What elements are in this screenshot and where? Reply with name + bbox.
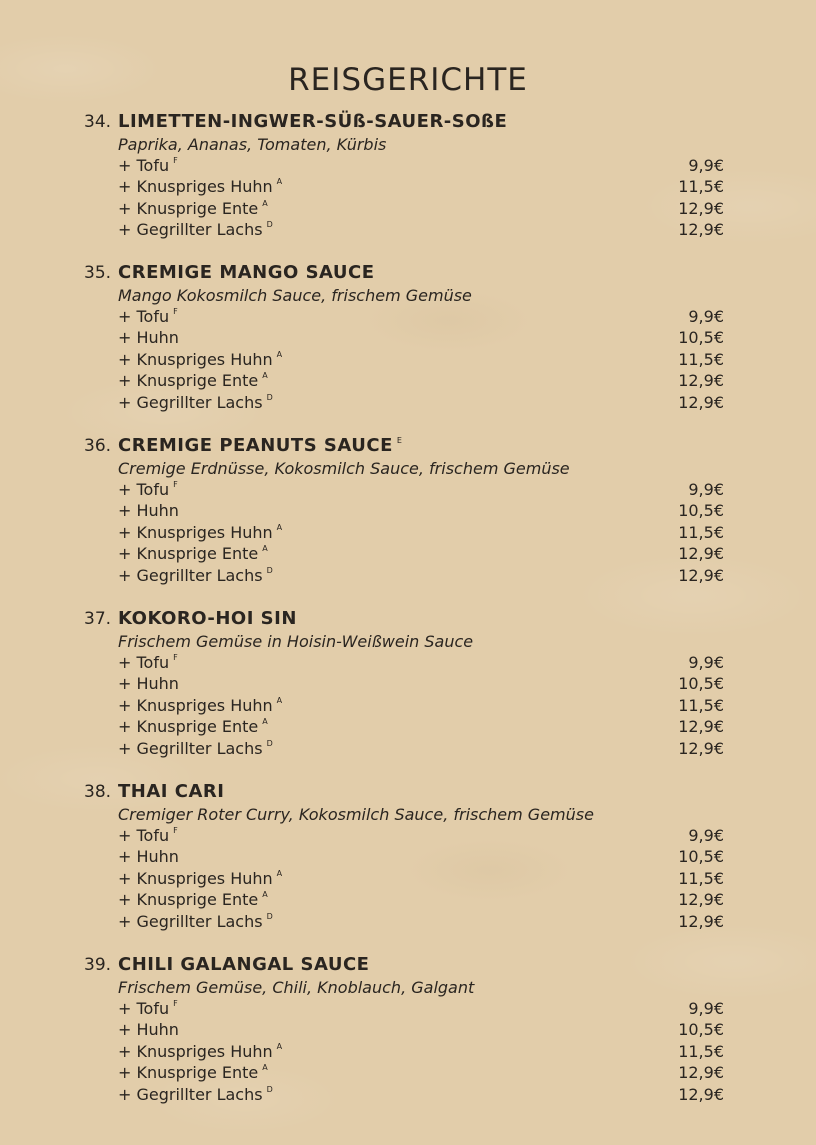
option-label (118, 716, 268, 737)
option-row (118, 738, 724, 759)
option-label (118, 370, 268, 391)
option-label-text: + Knuspriges Huhn (118, 1041, 273, 1061)
option-price: 12,9€ (678, 738, 724, 758)
option-row (118, 327, 724, 348)
allergen-code: A (262, 717, 268, 727)
option-label (118, 219, 273, 240)
option-label (118, 349, 282, 370)
option-price: 12,9€ (678, 392, 724, 412)
option-label (118, 306, 178, 327)
option-row (118, 889, 724, 910)
dish-header (0, 780, 816, 804)
allergen-code: A (276, 695, 283, 705)
allergen-code: A (262, 544, 268, 554)
option-row (118, 198, 724, 219)
allergen-code: A (276, 868, 283, 878)
option-row (118, 306, 724, 327)
option-label-text: + Tofu (118, 307, 170, 326)
allergen-code: A (262, 890, 268, 900)
allergen-code: D (266, 220, 273, 230)
option-label-text: + Huhn (118, 847, 179, 867)
option-price: 12,9€ (678, 717, 724, 737)
option-label-text: + Knusprige Ente (118, 890, 259, 910)
option-row (118, 370, 724, 391)
allergen-code: D (266, 911, 273, 921)
option-label-text: + Knuspriges Huhn (118, 349, 273, 369)
option-price: 12,9€ (678, 911, 724, 931)
option-price: 9,9€ (688, 307, 724, 326)
option-row (118, 155, 724, 176)
option-price: 11,5€ (678, 868, 724, 888)
option-label (118, 911, 273, 932)
option-price: 11,5€ (678, 1041, 724, 1061)
option-row (118, 652, 724, 673)
dish-name-text: KOKORO-HOI SIN (118, 608, 297, 629)
option-label-text: + Gegrillter Lachs (118, 220, 263, 240)
option-label-text: + Gegrillter Lachs (118, 392, 263, 412)
option-row (118, 1084, 724, 1105)
dish-item (0, 607, 816, 759)
dish-description: Cremige Erdnüsse, Kokosmilch Sauce, frischem Gemüse (118, 459, 570, 478)
option-label-text: + Knusprige Ente (118, 198, 259, 218)
dish-header (0, 434, 816, 458)
option-label-text: + Knuspriges Huhn (118, 868, 273, 888)
option-label (118, 543, 268, 564)
dish-number: 36. (84, 436, 112, 456)
option-label-text: + Tofu (118, 480, 170, 499)
option-label-text: + Knuspriges Huhn (118, 522, 273, 542)
option-label (118, 176, 282, 197)
option-label (118, 1062, 268, 1083)
allergen-code: A (276, 1041, 283, 1051)
allergen-code: F (173, 480, 178, 489)
dish-header (0, 261, 816, 285)
dish-item (0, 434, 816, 586)
option-row (118, 522, 724, 543)
option-label-text: + Knuspriges Huhn (118, 695, 273, 715)
option-label-text: + Knuspriges Huhn (118, 177, 273, 197)
dish-name-text: CHILI GALANGAL SAUCE (118, 954, 370, 975)
allergen-code: D (266, 1084, 273, 1094)
option-label (118, 500, 183, 521)
option-row (118, 565, 724, 586)
dish-name-text: THAI CARI (118, 781, 225, 802)
option-label (118, 846, 183, 867)
allergen-code: F (173, 156, 178, 165)
allergen-code: A (262, 1063, 268, 1073)
option-label (118, 825, 178, 846)
dish-number: 34. (84, 112, 112, 132)
dish-name (118, 434, 402, 458)
option-label (118, 392, 273, 413)
option-label-text: + Tofu (118, 156, 170, 175)
dish-number: 38. (84, 782, 112, 802)
allergen-code: D (266, 565, 273, 575)
option-price: 12,9€ (678, 565, 724, 585)
option-label (118, 1041, 282, 1062)
option-label (118, 1019, 183, 1040)
option-label (118, 738, 273, 759)
allergen-code: A (276, 177, 283, 187)
option-price: 10,5€ (678, 1020, 724, 1040)
option-price: 12,9€ (678, 371, 724, 391)
dish-item (0, 110, 816, 241)
option-price: 12,9€ (678, 1084, 724, 1104)
allergen-code: A (276, 349, 283, 359)
option-price: 11,5€ (678, 522, 724, 542)
option-label-text: + Knusprige Ente (118, 544, 259, 564)
dish-description: Mango Kokosmilch Sauce, frischem Gemüse (118, 286, 472, 305)
dish-item (0, 953, 816, 1105)
option-label-text: + Knusprige Ente (118, 1063, 259, 1083)
dish-name (118, 607, 301, 631)
option-label (118, 695, 282, 716)
option-row (118, 673, 724, 694)
dish-number: 37. (84, 609, 112, 629)
option-price: 11,5€ (678, 177, 724, 197)
option-price: 11,5€ (678, 349, 724, 369)
option-price: 12,9€ (678, 198, 724, 218)
option-row (118, 1062, 724, 1083)
option-price: 12,9€ (678, 890, 724, 910)
allergen-code: F (173, 826, 178, 835)
option-row (118, 998, 724, 1019)
option-price: 9,9€ (688, 826, 724, 845)
option-label-text: + Tofu (118, 826, 170, 845)
dish-description: Frischem Gemüse, Chili, Knoblauch, Galgant (118, 978, 475, 997)
option-label (118, 1084, 273, 1105)
option-row (118, 911, 724, 932)
allergen-code: D (266, 392, 273, 402)
dish-name (118, 261, 379, 285)
option-row (118, 176, 724, 197)
allergen-code: A (262, 198, 268, 208)
dish-name-text: CREMIGE MANGO SAUCE (118, 262, 375, 283)
option-price: 10,5€ (678, 674, 724, 694)
option-row (118, 543, 724, 564)
option-label-text: + Gegrillter Lachs (118, 1084, 263, 1104)
dish-header (0, 953, 816, 977)
allergen-code: A (276, 522, 283, 532)
option-row (118, 479, 724, 500)
page-title: REISGERICHTE (288, 62, 528, 98)
option-price: 12,9€ (678, 220, 724, 240)
allergen-code: D (266, 738, 273, 748)
dish-description: Frischem Gemüse in Hoisin-Weißwein Sauce (118, 632, 474, 651)
dish-description: Cremiger Roter Curry, Kokosmilch Sauce, frischem Gemüse (118, 805, 594, 824)
option-price: 9,9€ (688, 480, 724, 499)
dish-item (0, 780, 816, 932)
option-label-text: + Gegrillter Lachs (118, 738, 263, 758)
option-price: 10,5€ (678, 501, 724, 521)
dish-number: 35. (84, 263, 112, 283)
option-row (118, 868, 724, 889)
allergen-code: F (173, 999, 178, 1008)
option-row (118, 716, 724, 737)
option-price: 12,9€ (678, 1063, 724, 1083)
option-label-text: + Huhn (118, 501, 179, 521)
dish-name-text: CREMIGE PEANUTS SAUCE (118, 435, 393, 456)
dish-name (118, 780, 228, 804)
dish-name-text: LIMETTEN-INGWER-SÜß-SAUER-SOßE (118, 111, 508, 132)
option-row (118, 219, 724, 240)
option-label (118, 652, 178, 673)
option-label-text: + Huhn (118, 328, 179, 348)
option-label-text: + Tofu (118, 999, 170, 1018)
allergen-code: F (173, 653, 178, 662)
option-label (118, 155, 178, 176)
option-row (118, 695, 724, 716)
option-row (118, 846, 724, 867)
dish-name (118, 110, 511, 134)
option-label (118, 673, 183, 694)
option-price: 9,9€ (688, 653, 724, 672)
option-label-text: + Gegrillter Lachs (118, 565, 263, 585)
allergen-code: A (262, 371, 268, 381)
option-label-text: + Knusprige Ente (118, 371, 259, 391)
option-row (118, 500, 724, 521)
option-price: 10,5€ (678, 328, 724, 348)
option-row (118, 349, 724, 370)
option-label-text: + Huhn (118, 674, 179, 694)
dish-number: 39. (84, 955, 112, 975)
option-label (118, 522, 282, 543)
option-label-text: + Tofu (118, 653, 170, 672)
option-label (118, 868, 282, 889)
option-price: 11,5€ (678, 695, 724, 715)
option-price: 9,9€ (688, 156, 724, 175)
option-price: 12,9€ (678, 544, 724, 564)
option-price: 10,5€ (678, 847, 724, 867)
dish-name (118, 953, 373, 977)
allergen-code: E (396, 436, 403, 445)
option-price: 9,9€ (688, 999, 724, 1018)
dish-header (0, 110, 816, 134)
dish-description: Paprika, Ananas, Tomaten, Kürbis (118, 135, 387, 154)
option-row (118, 1019, 724, 1040)
dish-header (0, 607, 816, 631)
option-label (118, 327, 183, 348)
option-label-text: + Gegrillter Lachs (118, 911, 263, 931)
option-label (118, 565, 273, 586)
option-label (118, 479, 178, 500)
allergen-code: F (173, 307, 178, 316)
option-row (118, 392, 724, 413)
dish-item (0, 261, 816, 413)
option-label-text: + Knusprige Ente (118, 717, 259, 737)
option-row (118, 1041, 724, 1062)
option-label (118, 998, 178, 1019)
option-row (118, 825, 724, 846)
option-label (118, 889, 268, 910)
option-label (118, 198, 268, 219)
option-label-text: + Huhn (118, 1020, 179, 1040)
